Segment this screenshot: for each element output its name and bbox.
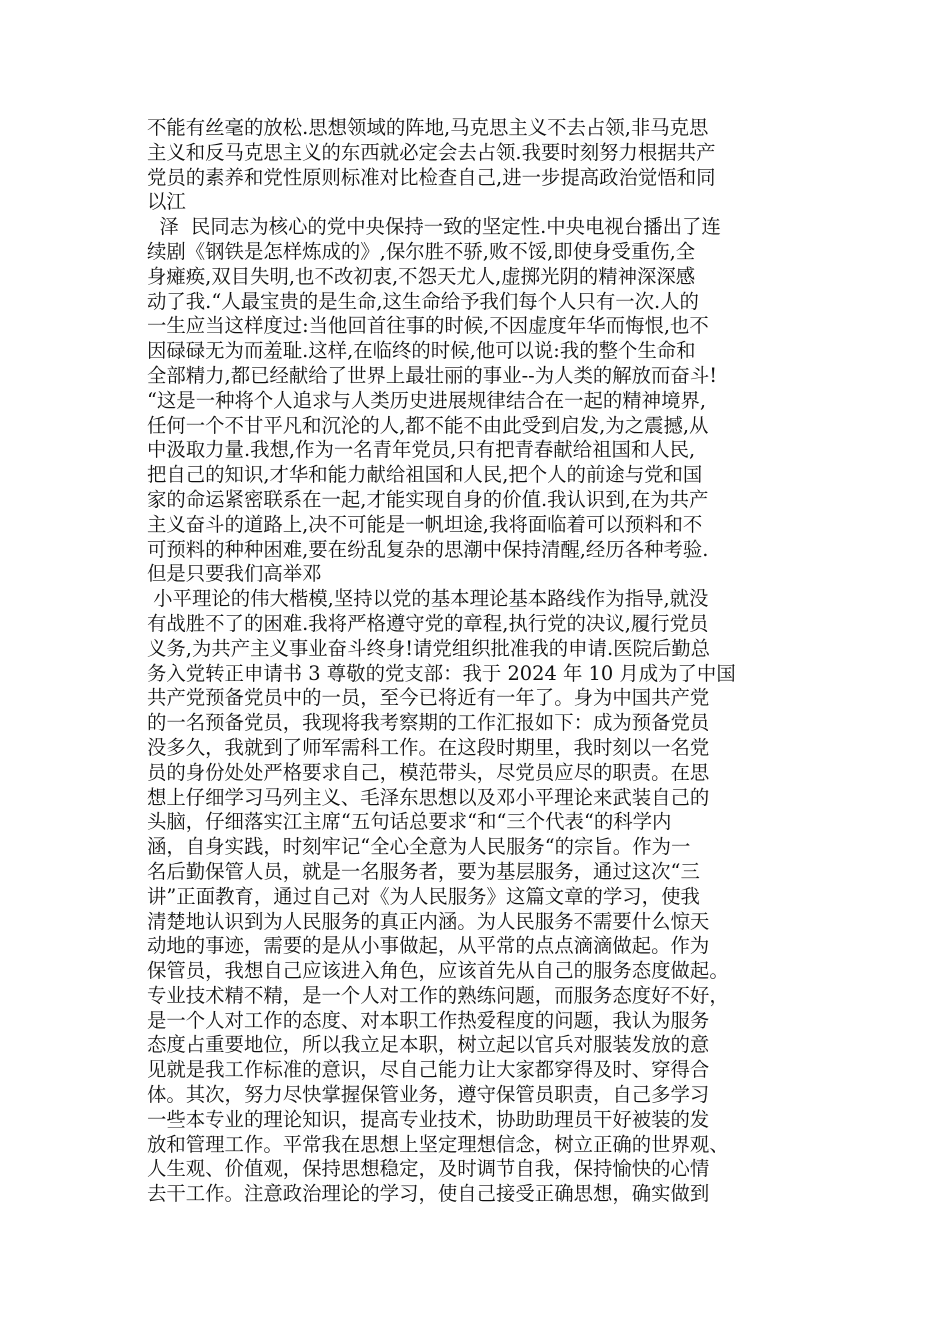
text-line: 专业技术精不精，是一个人对工作的熟练问题，而服务态度好不好，	[147, 983, 729, 1007]
text-line: 动了我.“人最宝贵的是生命,这生命给予我们每个人只有一次.人的	[147, 289, 699, 313]
text-line: 主义和反马克思主义的东西就必定会去占领.我要时刻努力根据共产	[147, 140, 716, 164]
text-line: 体。其次，努力尽快掌握保管业务，遵守保管员职责，自己多学习	[147, 1083, 710, 1107]
text-line: “这是一种将个人追求与人类历史进展规律结合在一起的精神境界,	[147, 388, 707, 412]
text-line: 头脑，仔细落实江主席“五句话总要求“和“三个代表“的科学内	[147, 810, 672, 834]
text-line: 全部精力,都已经献给了世界上最壮丽的事业--为人类的解放而奋斗!	[147, 363, 717, 387]
text-line: 保管员，我想自己应该进入角色，应该首先从自己的服务态度做起。	[147, 959, 729, 983]
text-line: 因碌碌无为而羞耻.这样,在临终的时候,他可以说:我的整个生命和	[147, 339, 696, 363]
text-line: 见就是我工作标准的意识，尽自己能力让大家都穿得及时、穿得合	[147, 1058, 710, 1082]
text-line: 名后勤保管人员，就是一名服务者，要为基层服务，通过这次“三	[147, 859, 700, 883]
text-line: 没多久，我就到了师军需科工作。在这段时期里，我时刻以一名党	[147, 735, 710, 759]
text-line: 放和管理工作。平常我在思想上坚定理想信念，树立正确的世界观、	[147, 1132, 729, 1156]
text-line: 把自己的知识,才华和能力献给祖国和人民,把个人的前途与党和国	[147, 463, 703, 487]
text-line: 去干工作。注意政治理论的学习，使自己接受正确思想，确实做到	[147, 1182, 710, 1206]
text-line: 一些本专业的理论知识，提高专业技术，协助助理员干好被装的发	[147, 1107, 710, 1131]
text-line: 主义奋斗的道路上,决不可能是一帆坦途,我将面临着可以预料和不	[147, 512, 703, 536]
text-line: 态度占重要地位，所以我立足本职，树立起以官兵对服装发放的意	[147, 1033, 710, 1057]
text-line: 但是只要我们高举邓	[147, 562, 322, 586]
text-line: 是一个人对工作的态度、对本职工作热爱程度的问题，我认为服务	[147, 1008, 710, 1032]
text-line: 小平理论的伟大楷模,坚持以党的基本理论基本路线作为指导,就没	[147, 587, 709, 611]
text-line: 讲”正面教育，通过自己对《为人民服务》这篇文章的学习，使我	[147, 884, 700, 908]
text-line: 可预料的种种困难,要在纷乱复杂的思潮中保持清醒,经历各种考验.	[147, 537, 709, 561]
text-line: 家的命运紧密联系在一起,才能实现自身的价值.我认识到,在为共产	[147, 487, 709, 511]
text-line: 以江	[147, 190, 186, 214]
text-line: 涵，自身实践，时刻牢记“全心全意为人民服务“的宗旨。作为一	[147, 835, 691, 859]
text-line: 不能有丝毫的放松.思想领域的阵地,马克思主义不去占领,非马克思	[147, 116, 709, 139]
text-line: 有战胜不了的困难.我将严格遵守党的章程,执行党的决议,履行党员	[147, 611, 709, 635]
text-line: 一生应当这样度过:当他回首往事的时候,不因虚度年华而悔恨,也不	[147, 314, 709, 338]
text-line: 清楚地认识到为人民服务的真正内涵。为人民服务不需要什么惊天	[147, 909, 710, 933]
text-line: 中汲取力量.我想,作为一名青年党员,只有把青春献给祖国和人民,	[147, 438, 696, 462]
document-body-text	[147, 116, 803, 1207]
text-line: 义务,为共产主义事业奋斗终身!请党组织批准我的申请.医院后勤总	[147, 636, 711, 660]
text-line: 的一名预备党员，我现将我考察期的工作汇报如下：成为预备党员	[147, 711, 710, 735]
text-line: 党员的素养和党性原则标准对比检查自己,进一步提高政治觉悟和同	[147, 165, 716, 189]
text-line: 想上仔细学习马列主义、毛泽东思想以及邓小平理论来武装自己的	[147, 785, 710, 809]
text-line: 务入党转正申请书 3 尊敬的党支部：我于 2024 年 10 月成为了中国	[147, 661, 736, 685]
text-line: 员的身份处处严格要求自己，模范带头，尽党员应尽的职责。在思	[147, 760, 710, 784]
text-line: 身瘫痪,双目失明,也不改初衷,不怨天尤人,虚掷光阴的精神深深感	[147, 264, 696, 288]
text-line: 人生观、价值观，保持思想稳定，及时调节自我，保持愉快的心情	[147, 1157, 710, 1181]
text-line: 泽 民同志为核心的党中央保持一致的坚定性.中央电视台播出了连	[147, 215, 721, 239]
text-line: 任何一个不甘平凡和沉沦的人,都不能不由此受到启发,为之震撼,从	[147, 413, 709, 437]
text-line: 共产党预备党员中的一员，至今已将近有一年了。身为中国共产党	[147, 686, 710, 710]
text-line: 续剧《钢铁是怎样炼成的》,保尔胜不骄,败不馁,即使身受重伤,全	[147, 239, 696, 263]
text-line: 动地的事迹，需要的是从小事做起，从平常的点点滴滴做起。作为	[147, 934, 710, 958]
